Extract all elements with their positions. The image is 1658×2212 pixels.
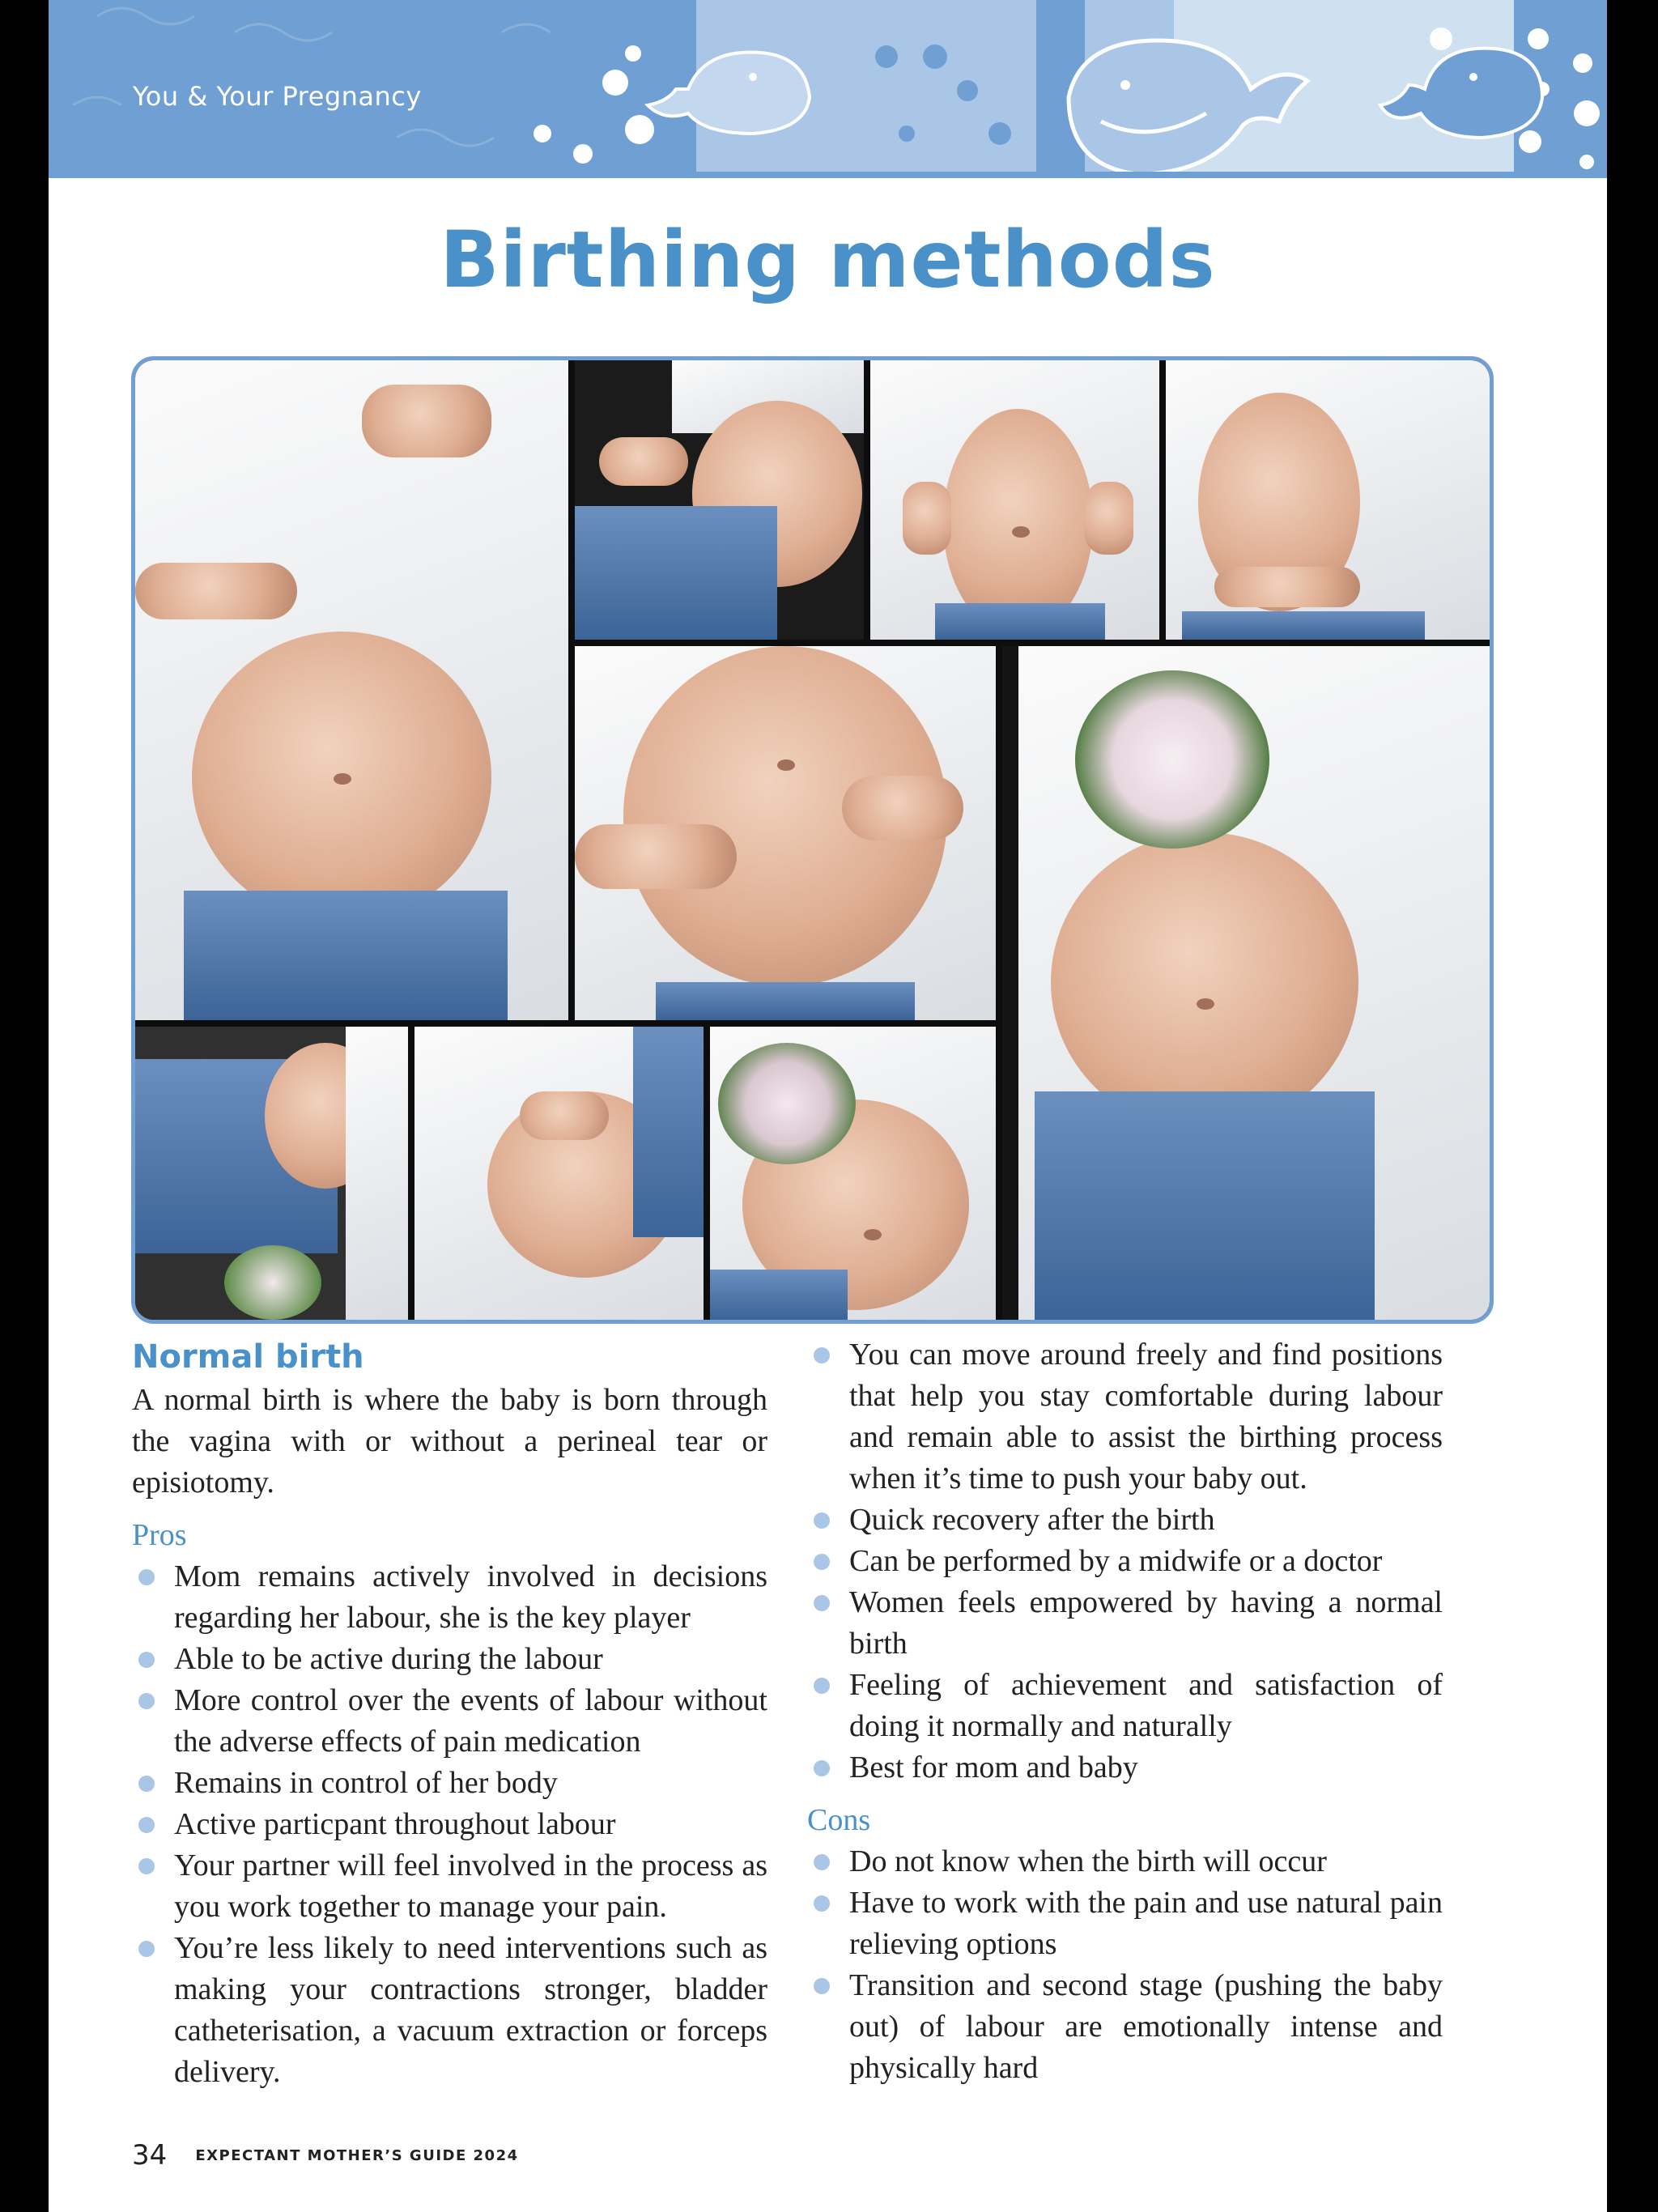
text-column-left	[132, 1334, 767, 2093]
photo-seated-side	[575, 360, 864, 640]
photo-hands-under	[1166, 360, 1490, 640]
pros-list-right	[807, 1334, 1443, 1789]
cons-list	[807, 1841, 1443, 2089]
photo-thumbs-up	[870, 360, 1159, 640]
list-item: Transition and second stage (pushing the baby out) of labour are emotionally intense and physically hard	[807, 1965, 1443, 2089]
list-item: Your partner will feel involved in the process as you work together to manage your pain.	[132, 1845, 767, 1928]
section-label: You & Your Pregnancy	[133, 81, 422, 112]
whale-icon	[1069, 40, 1307, 172]
cons-label: Cons	[807, 1803, 871, 1837]
list-item: Can be performed by a midwife or a doctor	[807, 1541, 1443, 1582]
flower-bouquet	[1075, 670, 1269, 849]
photo-lying-hand	[414, 1027, 704, 1320]
list-item: Women feels empowered by having a normal birth	[807, 1582, 1443, 1665]
list-item: Active particpant throughout labour	[132, 1804, 767, 1845]
whale-icon	[1380, 49, 1542, 138]
photo-hands-on-belly	[575, 646, 996, 1020]
pros-list-left	[132, 1556, 767, 2093]
list-item: You can move around freely and find positions that help you stay comfortable during labour and remain able to assist the birthing process when it’s time to push your baby out.	[807, 1334, 1443, 1499]
list-item: Able to be active during the labour	[132, 1639, 767, 1680]
photo-collage	[131, 356, 1494, 1324]
list-item: Quick recovery after the birth	[807, 1499, 1443, 1541]
list-item: Mom remains actively involved in decisions regarding her labour, she is the key player	[132, 1556, 767, 1639]
intro-paragraph: A normal birth is where the baby is born through the vagina with or without a perineal tear or episiotomy.	[132, 1383, 767, 1499]
page-title: Birthing methods	[440, 215, 1216, 305]
photo-flowers-lying	[710, 1027, 996, 1320]
whale-icon	[648, 53, 810, 134]
photo-lying-jeans	[135, 1027, 408, 1320]
list-item: You’re less likely to need interventions such as making your contractions stronger, bladder catheterisation, a vacuum extraction or forceps delivery.	[132, 1928, 767, 2093]
list-item: Remains in control of her body	[132, 1763, 767, 1804]
publication-name: EXPECTANT MOTHER’S GUIDE 2024	[195, 2146, 519, 2164]
list-item: Feeling of achievement and satisfaction of doing it normally and naturally	[807, 1665, 1443, 1747]
page-number: 34	[132, 2139, 168, 2172]
list-item: Best for mom and baby	[807, 1747, 1443, 1789]
photo-flowers-standing	[1002, 646, 1490, 1320]
photo-couple-embrace	[135, 360, 568, 1020]
pros-label: Pros	[132, 1518, 187, 1552]
text-column-right	[807, 1334, 1443, 2089]
page-footer	[132, 2139, 519, 2172]
section-heading-normal-birth: Normal birth	[132, 1338, 364, 1376]
banner-underline	[49, 172, 1607, 178]
list-item: Do not know when the birth will occur	[807, 1841, 1443, 1882]
magazine-page	[49, 0, 1607, 2212]
list-item: More control over the events of labour without the adverse effects of pain medication	[132, 1680, 767, 1763]
list-item: Have to work with the pain and use natural pain relieving options	[807, 1882, 1443, 1965]
